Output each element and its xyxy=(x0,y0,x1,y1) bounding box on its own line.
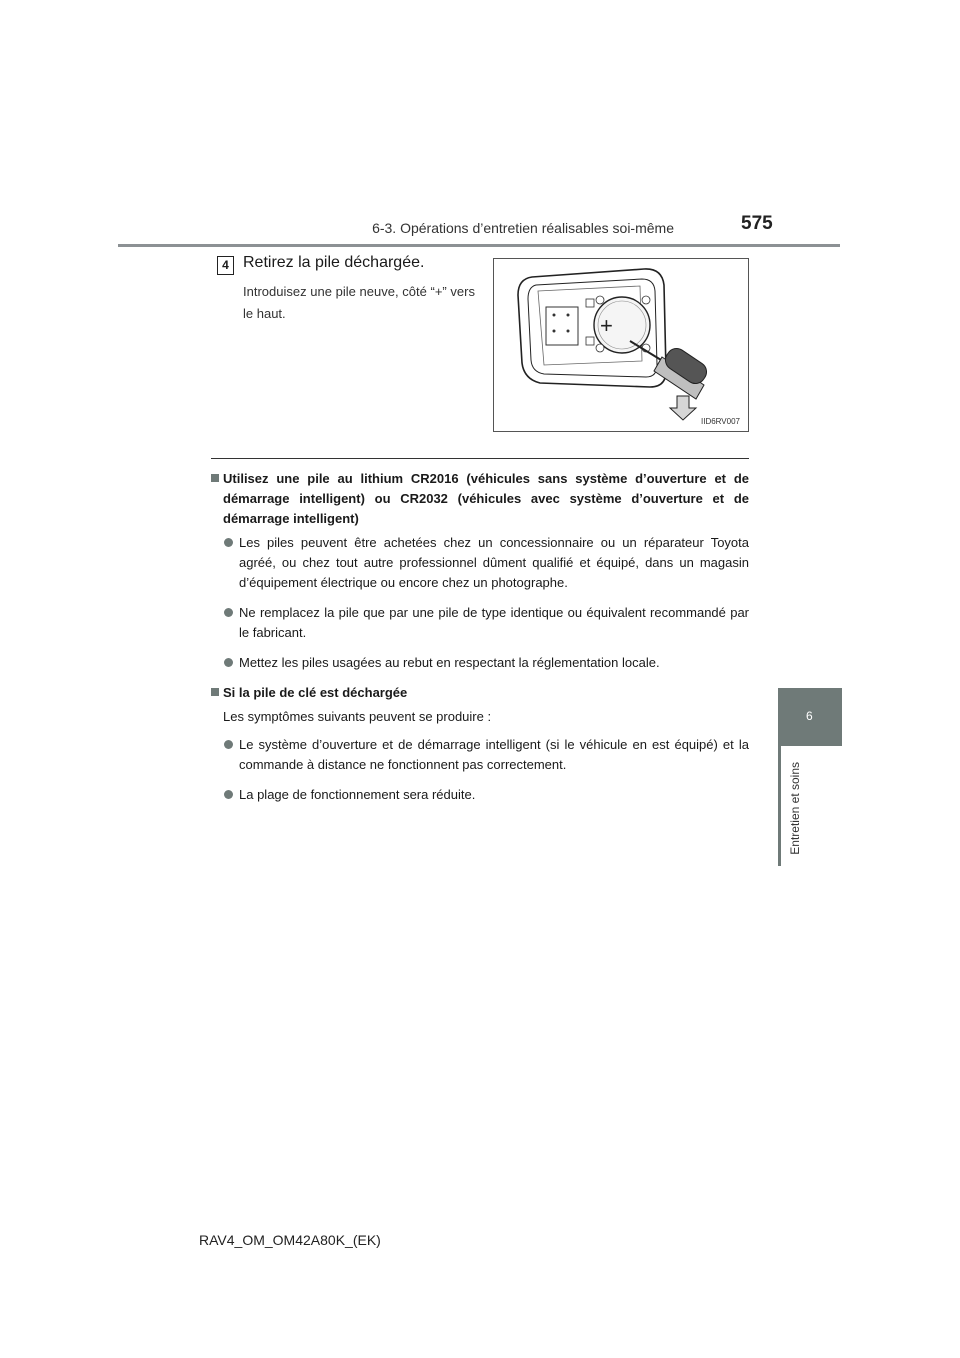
notes-section xyxy=(211,469,749,815)
note-intro: Les symptômes suivants peuvent se produire : xyxy=(223,709,492,724)
note-bullet: La plage de fonctionnement sera réduite. xyxy=(211,785,749,805)
figure-code: IID6RV007 xyxy=(701,417,740,426)
plus-sign: + xyxy=(600,313,613,338)
note-heading-battery-type: Utilisez une pile au lithium CR2016 (véhicules sans système d’ouverture et de démarrage intelligent) ou CR2032 (véhicules avec système d’ouverture et de démarrage intelligent) xyxy=(211,469,749,529)
chapter-label: Entretien et soins xyxy=(788,762,802,855)
header-rule xyxy=(118,244,840,247)
separator-rule xyxy=(211,458,749,459)
chapter-number: 6 xyxy=(806,709,813,723)
note-bullet: Le système d’ouverture et de démarrage intelligent (si le véhicule en est équipé) et la commande à distance ne fonctionnent pas correctement. xyxy=(211,735,749,775)
step-title: Retirez la pile déchargée. xyxy=(243,254,425,271)
battery-replacement-figure xyxy=(493,258,749,432)
note-bullet: Les piles peuvent être achetées chez un concessionnaire ou un réparateur Toyota agréé, ou chez tout autre professionnel dûment qualifié et équipé, dans un magasin d’équipement électrique ou encore chez un photographe. xyxy=(211,533,749,593)
note-heading-battery-discharged: Si la pile de clé est déchargée xyxy=(211,683,749,703)
step-number-box: 4 xyxy=(217,256,234,275)
key-fob-illustration xyxy=(494,259,750,433)
page-number: 575 xyxy=(741,213,773,234)
step-description: Introduisez une pile neuve, côté “+” vers le haut. xyxy=(243,284,475,321)
header-section-title: 6-3. Opérations d’entretien réalisables soi-même xyxy=(372,220,674,236)
note-bullet: Mettez les piles usagées au rebut en respectant la réglementation locale. xyxy=(211,653,749,673)
chapter-tab xyxy=(778,688,842,746)
footer-model-code: RAV4_OM_OM42A80K_(EK) xyxy=(199,1232,381,1248)
note-bullet: Ne remplacez la pile que par une pile de type identique ou équivalent recommandé par le fabricant. xyxy=(211,603,749,643)
